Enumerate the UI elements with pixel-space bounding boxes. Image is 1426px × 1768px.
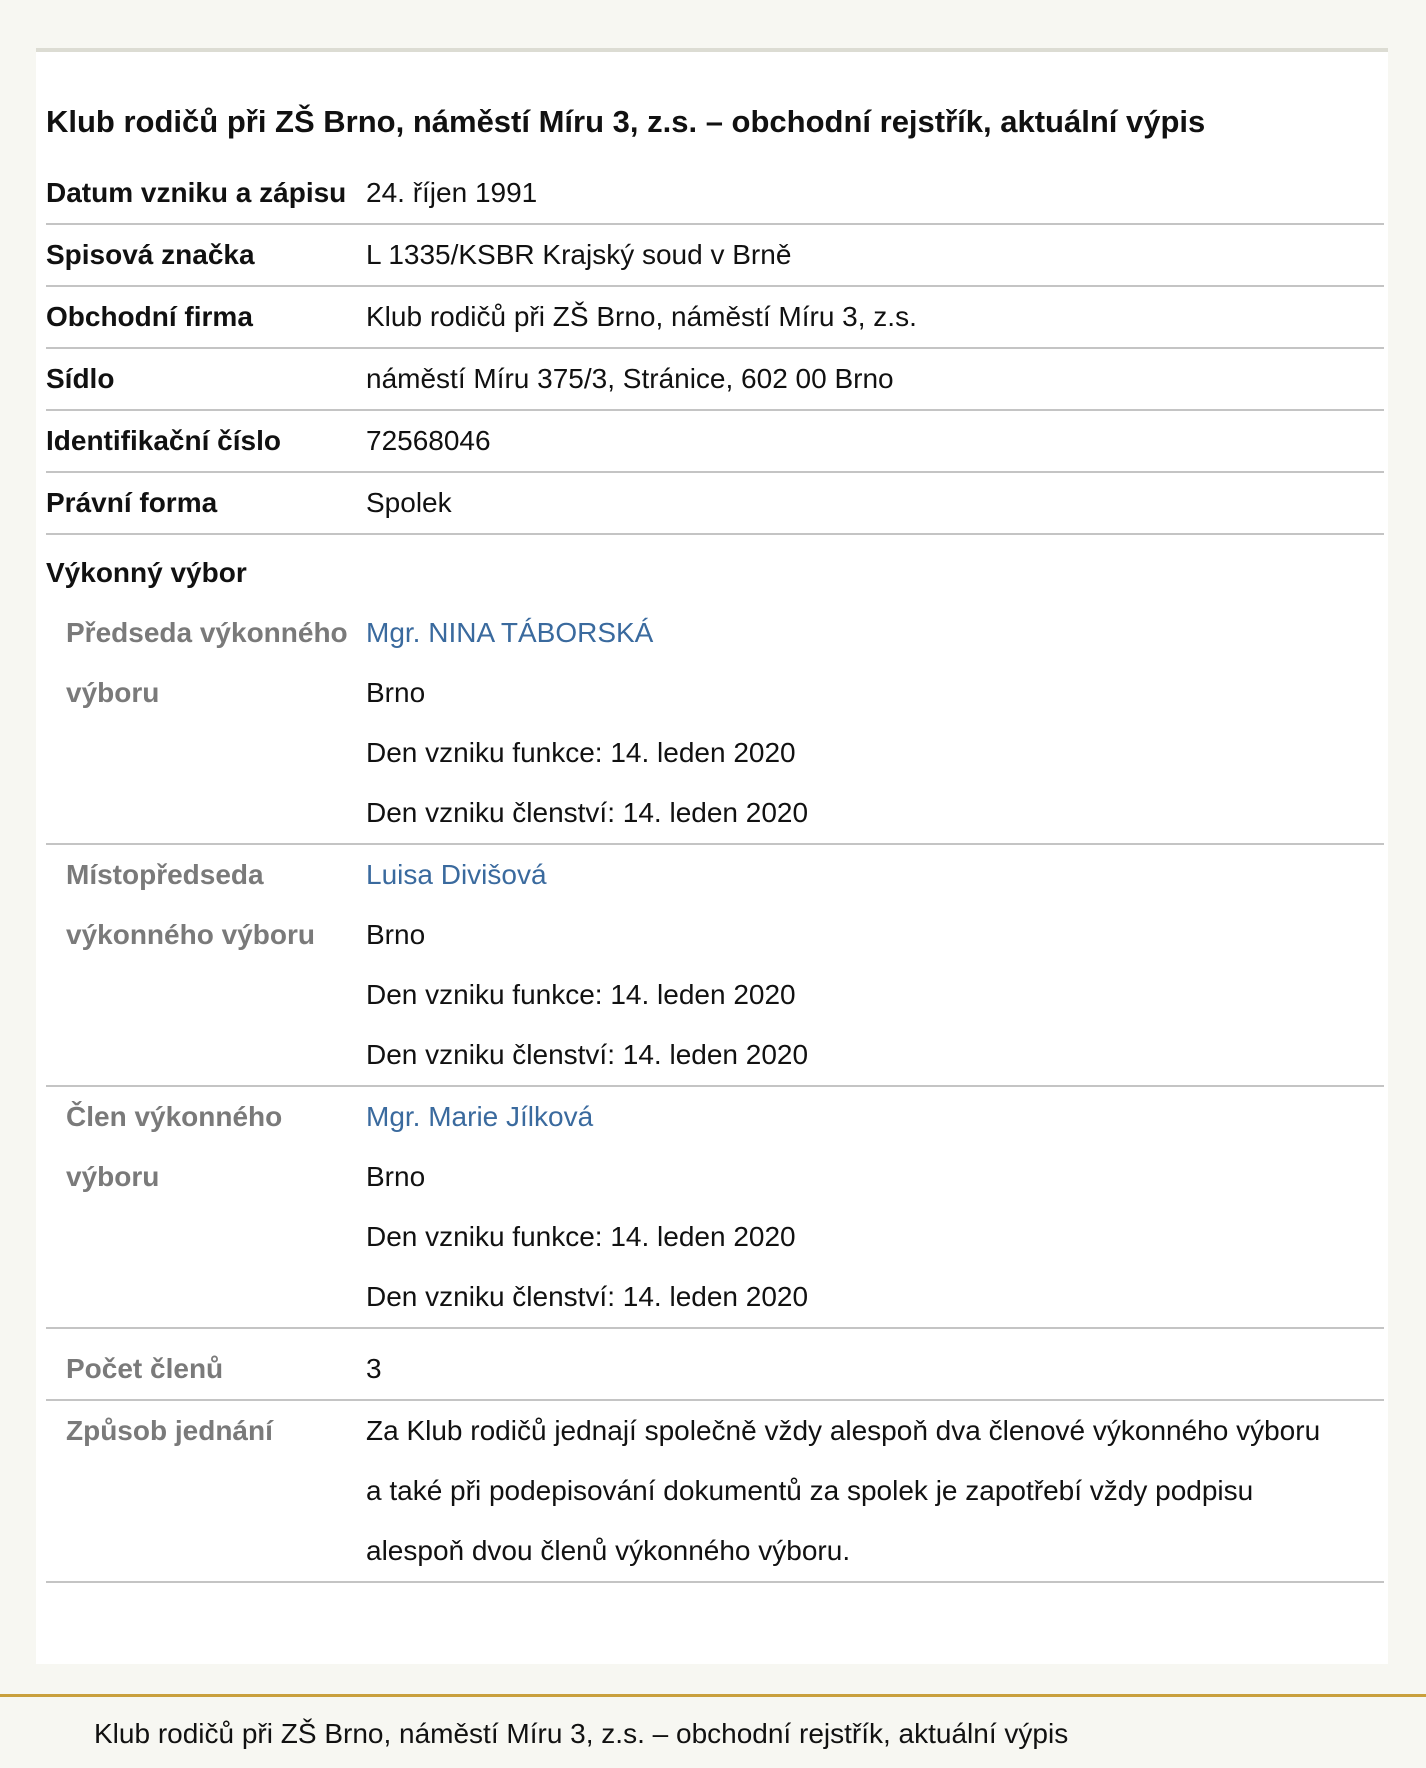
field-row xyxy=(46,410,1384,472)
manner-value: Za Klub rodičů jednají společně vždy alespoň dva členové výkonného výboru a také při podepisování dokumentů za spolek je zapotřebí vždy podpisu alespoň dvou členů výkonného výboru. xyxy=(366,1400,1384,1582)
field-label: Obchodní firma xyxy=(46,286,366,348)
field-row xyxy=(46,224,1384,286)
member-name-link[interactable]: Mgr. NINA TÁBORSKÁ xyxy=(366,617,654,648)
member-membership-date: Den vzniku členství: 14. leden 2020 xyxy=(366,1039,809,1070)
footer-divider xyxy=(0,1694,1426,1697)
member-membership-date: Den vzniku členství: 14. leden 2020 xyxy=(366,1281,809,1312)
field-value: 24. říjen 1991 xyxy=(366,163,1384,224)
count-row xyxy=(46,1339,1384,1400)
member-name-link[interactable]: Mgr. Marie Jílková xyxy=(366,1101,594,1132)
field-label: Sídlo xyxy=(46,348,366,410)
field-row xyxy=(46,286,1384,348)
field-label: Identifikační číslo xyxy=(46,410,366,472)
section-row xyxy=(46,534,1384,603)
spacer-row xyxy=(46,1328,1384,1339)
member-row xyxy=(46,1086,1384,1328)
member-name-link[interactable]: Luisa Divišová xyxy=(366,859,547,890)
member-city: Brno xyxy=(366,1161,426,1192)
member-function-date: Den vzniku funkce: 14. leden 2020 xyxy=(366,1221,796,1252)
section-heading: Výkonný výbor xyxy=(46,557,247,588)
record-card xyxy=(36,48,1388,1664)
member-membership-date: Den vzniku členství: 14. leden 2020 xyxy=(366,797,809,828)
page-title: Klub rodičů při ZŠ Brno, náměstí Míru 3, z.s. – obchodní rejstřík, aktuální výpis xyxy=(46,104,1206,139)
member-function-date: Den vzniku funkce: 14. leden 2020 xyxy=(366,737,796,768)
member-role: Předseda výkonného výboru xyxy=(46,603,366,844)
record-table xyxy=(46,163,1384,1583)
field-row xyxy=(46,163,1384,224)
field-value: L 1335/KSBR Krajský soud v Brně xyxy=(366,224,1384,286)
member-role: Místopředseda výkonného výboru xyxy=(46,844,366,1086)
field-value: Klub rodičů při ZŠ Brno, náměstí Míru 3, z.s. xyxy=(366,286,1384,348)
footer-text: Klub rodičů při ZŠ Brno, náměstí Míru 3, z.s. – obchodní rejstřík, aktuální výpis xyxy=(94,1718,1069,1749)
member-function-date: Den vzniku funkce: 14. leden 2020 xyxy=(366,979,796,1010)
field-label: Spisová značka xyxy=(46,224,366,286)
field-value: Spolek xyxy=(366,472,1384,534)
manner-label: Způsob jednání xyxy=(46,1400,366,1582)
member-city: Brno xyxy=(366,919,426,950)
count-value: 3 xyxy=(366,1339,1384,1400)
member-role: Člen výkonného výboru xyxy=(46,1086,366,1328)
count-label: Počet členů xyxy=(46,1339,366,1400)
field-row xyxy=(46,472,1384,534)
member-row xyxy=(46,844,1384,1086)
member-row xyxy=(46,603,1384,844)
field-label: Datum vzniku a zápisu xyxy=(46,163,366,224)
field-label: Právní forma xyxy=(46,472,366,534)
field-value: náměstí Míru 375/3, Stránice, 602 00 Brno xyxy=(366,348,1384,410)
field-value: 72568046 xyxy=(366,410,1384,472)
manner-row xyxy=(46,1400,1384,1582)
member-city: Brno xyxy=(366,677,426,708)
field-row xyxy=(46,348,1384,410)
